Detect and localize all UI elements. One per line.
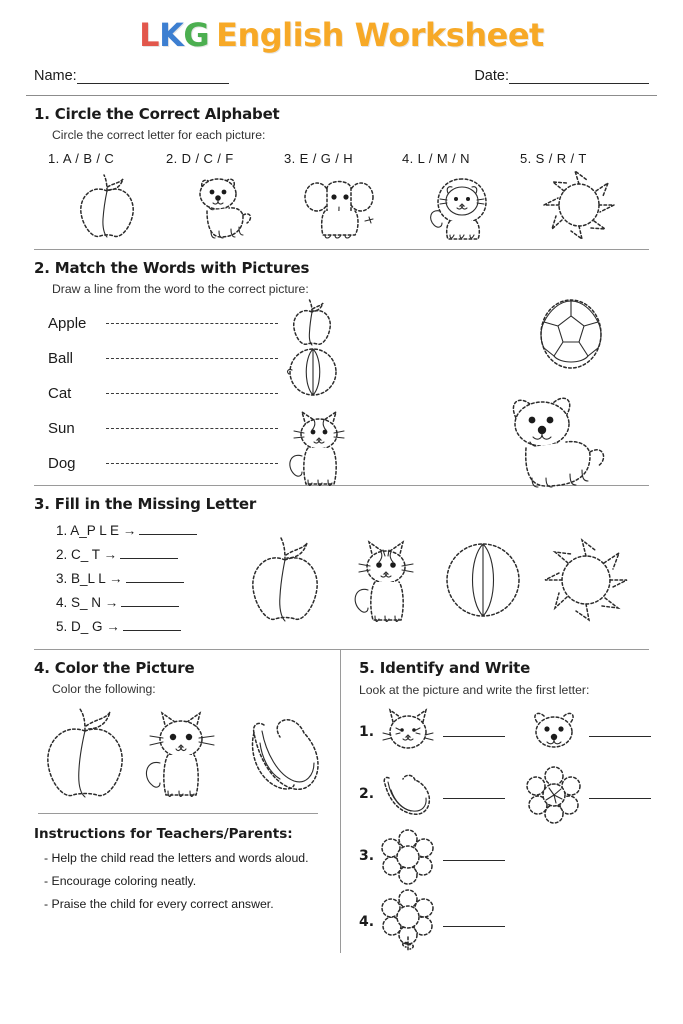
section-2-pictures-left — [284, 300, 402, 481]
fill-blank-input[interactable] — [123, 619, 181, 631]
identify-row-number: 1. — [359, 724, 375, 740]
identify-item[interactable] — [523, 708, 651, 756]
name-label: Name: — [34, 68, 77, 84]
identify-item[interactable] — [377, 770, 523, 818]
match-row[interactable] — [48, 306, 284, 341]
s1-item-1[interactable] — [48, 151, 166, 241]
match-word-cat: Cat — [48, 385, 72, 402]
fill-blank-row[interactable] — [56, 547, 234, 562]
s1-item-2-label[interactable]: 2. D / C / F — [166, 151, 234, 166]
identify-answer-line[interactable] — [443, 789, 505, 799]
sun-icon — [520, 169, 638, 241]
identify-row-number: 2. — [359, 786, 375, 802]
fill-blank-prompt: 5. D_ G → — [56, 619, 120, 634]
fill-blank-prompt: 2. C_ T → — [56, 547, 118, 562]
section-5-title: 5. Identify and Write — [359, 659, 531, 677]
cat-icon — [280, 404, 356, 492]
section-3-items — [34, 517, 234, 643]
fill-blank-prompt: 1. A_P L E → — [56, 523, 137, 538]
name-date-row — [26, 68, 657, 84]
banana-icon[interactable] — [232, 707, 328, 799]
s1-item-4[interactable] — [402, 151, 520, 241]
match-word-sun: Sun — [48, 420, 75, 437]
identify-item[interactable] — [377, 708, 523, 756]
match-line[interactable] — [106, 463, 278, 464]
dog-face-icon — [523, 708, 585, 756]
match-word-ball: Ball — [48, 350, 74, 367]
title-letter-k: K — [159, 16, 184, 54]
cat-face-icon — [377, 708, 439, 756]
flower-stem-icon — [377, 891, 439, 953]
fill-blank-row[interactable] — [56, 571, 234, 586]
date-input-rule[interactable] — [509, 71, 649, 84]
match-row[interactable] — [48, 446, 284, 481]
apple-icon — [288, 298, 336, 346]
s1-item-5[interactable] — [520, 151, 638, 241]
identify-item[interactable] — [523, 768, 651, 820]
section-4-title: 4. Color the Picture — [34, 659, 195, 677]
ball-icon — [442, 537, 524, 623]
identify-row — [359, 891, 651, 953]
name-field[interactable] — [34, 68, 229, 84]
identify-item[interactable] — [377, 891, 523, 953]
apple-icon[interactable] — [38, 707, 132, 799]
fill-blank-row[interactable] — [56, 523, 234, 538]
bottom-row — [26, 650, 657, 953]
identify-answer-line[interactable] — [589, 727, 651, 737]
s1-item-4-label[interactable]: 4. L / M / N — [402, 151, 470, 166]
section-5-subtitle: Look at the picture and write the first letter: — [359, 683, 590, 697]
s1-item-3[interactable] — [284, 151, 402, 241]
date-label: Date: — [474, 68, 509, 84]
cat-icon[interactable] — [136, 707, 228, 799]
soccer-ball-icon — [536, 296, 608, 376]
identify-answer-line[interactable] — [589, 789, 651, 799]
s1-item-3-label[interactable]: 3. E / G / H — [284, 151, 354, 166]
section-1-title: 1. Circle the Correct Alphabet — [34, 105, 280, 123]
s1-item-5-label[interactable]: 5. S / R / T — [520, 151, 587, 166]
section-2-title: 2. Match the Words with Pictures — [34, 259, 310, 277]
fill-blank-input[interactable] — [139, 523, 197, 535]
section-3 — [26, 486, 657, 650]
apple-icon — [48, 169, 166, 241]
instruction-item: - Help the child read the letters and words aloud. — [44, 851, 309, 865]
flower-icon — [523, 768, 585, 820]
apple-icon — [243, 534, 327, 626]
identify-row — [359, 829, 651, 883]
name-input-rule[interactable] — [77, 71, 229, 84]
section-5 — [340, 650, 657, 953]
identify-answer-line[interactable] — [443, 851, 505, 861]
fill-blank-input[interactable] — [121, 595, 179, 607]
instructions-title: Instructions for Teachers/Parents: — [34, 826, 293, 842]
elephant-icon — [284, 169, 402, 241]
fill-blank-input[interactable] — [126, 571, 184, 583]
fill-blank-row[interactable] — [56, 619, 234, 634]
section-2-pictures-right — [402, 300, 649, 481]
identify-row — [359, 705, 651, 759]
instruction-item: - Encourage coloring neatly. — [44, 874, 197, 888]
match-line[interactable] — [106, 428, 278, 429]
instructions-divider — [38, 813, 318, 814]
section-3-body — [34, 517, 649, 643]
section-2-word-list — [34, 300, 284, 481]
fill-blank-row[interactable] — [56, 595, 234, 610]
identify-answer-line[interactable] — [443, 917, 505, 927]
section-1-subtitle: Circle the correct letter for each picture: — [52, 128, 266, 142]
lion-icon — [402, 169, 520, 241]
dog-icon — [494, 392, 624, 492]
match-row[interactable] — [48, 411, 284, 446]
identify-row-number: 3. — [359, 848, 375, 864]
sun-icon — [542, 536, 630, 624]
match-word-dog: Dog — [48, 455, 76, 472]
s1-item-2[interactable] — [166, 151, 284, 241]
fill-blank-prompt: 3. B_L L → — [56, 571, 123, 586]
fill-blank-input[interactable] — [120, 547, 178, 559]
instruction-item: - Praise the child for every correct answer. — [44, 897, 274, 911]
section-3-title: 3. Fill in the Missing Letter — [34, 495, 257, 513]
identify-answer-line[interactable] — [443, 727, 505, 737]
dog-icon — [166, 169, 284, 241]
section-4-subtitle: Color the following: — [52, 682, 156, 696]
page-title — [26, 0, 657, 54]
banana-icon — [377, 770, 439, 818]
title-letter-l: L — [139, 16, 160, 54]
section-4-pictures — [34, 704, 332, 799]
fill-blank-prompt: 4. S_ N → — [56, 595, 119, 610]
title-letter-g: G — [183, 16, 210, 54]
section-1-items — [34, 151, 649, 241]
ball-icon — [286, 344, 342, 400]
section-2-body — [34, 300, 649, 481]
title-rest: English Worksheet — [216, 16, 544, 54]
match-word-apple: Apple — [48, 315, 87, 332]
identify-row-number: 4. — [359, 914, 375, 930]
section-2 — [26, 250, 657, 486]
match-line[interactable] — [106, 393, 278, 394]
section-3-pictures — [234, 517, 649, 643]
section-4 — [26, 650, 340, 953]
match-line[interactable] — [106, 323, 278, 324]
identify-row — [359, 767, 651, 821]
match-line[interactable] — [106, 358, 278, 359]
identify-item[interactable] — [377, 831, 523, 881]
date-field[interactable] — [474, 68, 649, 84]
cat-icon — [345, 534, 425, 626]
section-2-subtitle: Draw a line from the word to the correct picture: — [52, 282, 309, 296]
flower-icon — [377, 831, 439, 881]
section-1 — [26, 96, 657, 250]
match-row[interactable] — [48, 341, 284, 376]
s1-item-1-label[interactable]: 1. A / B / C — [48, 151, 115, 166]
match-row[interactable] — [48, 376, 284, 411]
